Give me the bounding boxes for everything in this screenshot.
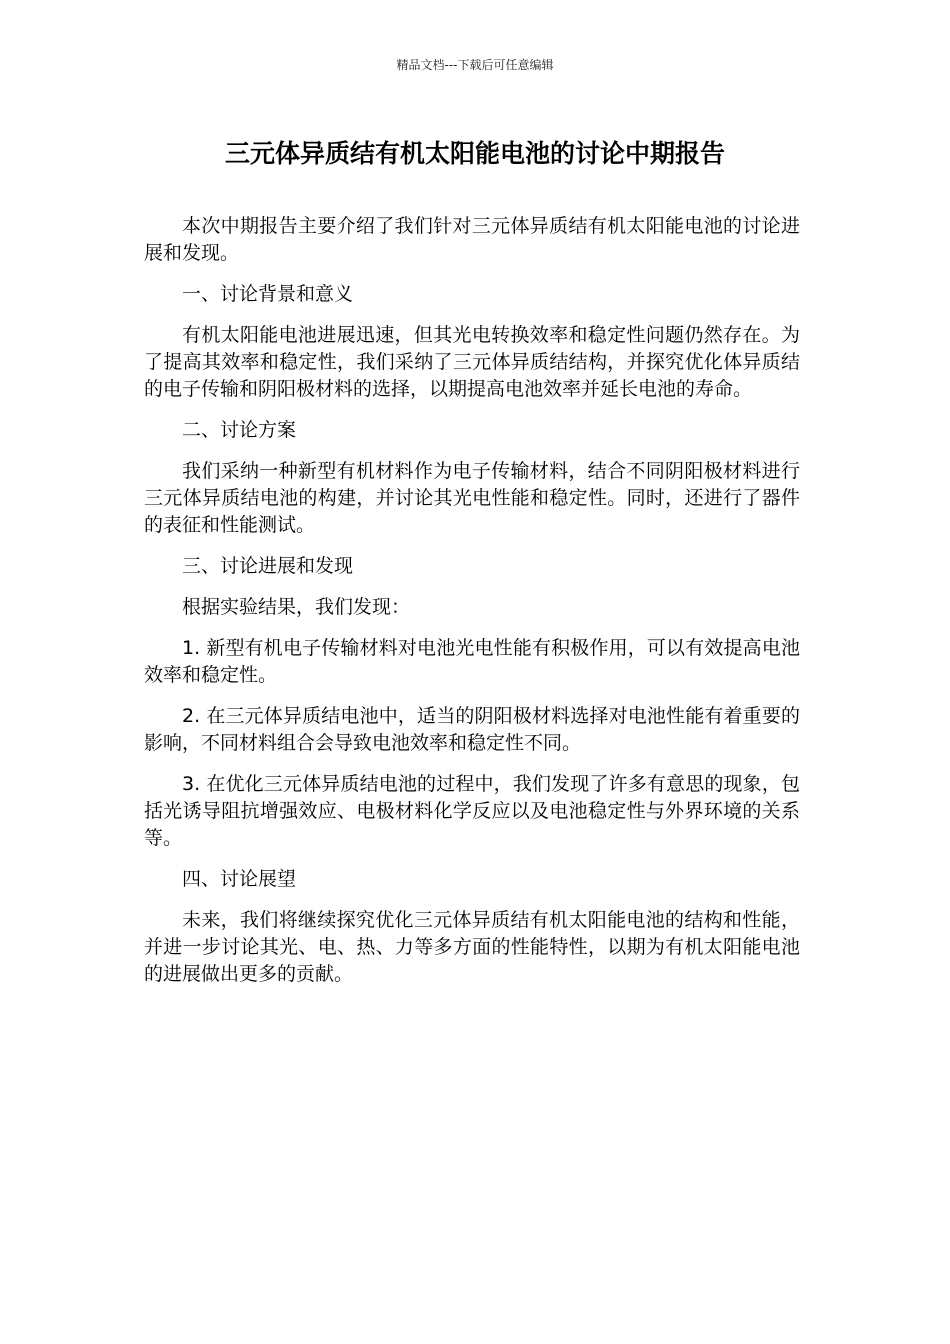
- findings-intro-paragraph: 根据实验结果，我们发现：: [182, 596, 411, 618]
- section-heading-background: 一、讨论背景和意义: [182, 283, 354, 305]
- finding-item-1: 1. 新型有机电子传输材料对电池光电性能有积极作用，可以有效提高电池效率和稳定性。: [144, 637, 800, 686]
- section-heading-progress: 三、讨论进展和发现: [182, 555, 354, 577]
- document-title: 三元体异质结有机太阳能电池的讨论中期报告: [224, 139, 725, 168]
- plan-paragraph: 我们采纳一种新型有机材料作为电子传输材料，结合不同阴阳极材料进行三元体异质结电池的构建，并讨论其光电性能和稳定性。同时，还进行了器件的表征和性能测试。: [144, 460, 800, 536]
- intro-paragraph: 本次中期报告主要介绍了我们针对三元体异质结有机太阳能电池的讨论进展和发现。: [144, 215, 800, 264]
- section-heading-outlook: 四、讨论展望: [182, 868, 297, 890]
- page-header: 精品文档---下载后可任意编辑: [396, 58, 554, 72]
- section-heading-plan: 二、讨论方案: [182, 419, 297, 441]
- finding-item-3: 3. 在优化三元体异质结电池的过程中，我们发现了许多有意思的现象，包括光诱导阻抗增强效应、电极材料化学反应以及电池稳定性与外界环境的关系等。: [144, 773, 800, 849]
- document-body: [144, 213, 800, 1002]
- background-paragraph: 有机太阳能电池进展迅速，但其光电转换效率和稳定性问题仍然存在。为了提高其效率和稳定性，我们采纳了三元体异质结结构，并探究优化体异质结的电子传输和阴阳极材料的选择，以期提高电池效率并延长电池的寿命。: [144, 324, 800, 400]
- finding-item-2: 2. 在三元体异质结电池中，适当的阴阳极材料选择对电池性能有着重要的影响，不同材料组合会导致电池效率和稳定性不同。: [144, 705, 800, 754]
- outlook-paragraph: 未来，我们将继续探究优化三元体异质结有机太阳能电池的结构和性能，并进一步讨论其光、电、热、力等多方面的性能特性，以期为有机太阳能电池的进展做出更多的贡献。: [144, 909, 800, 985]
